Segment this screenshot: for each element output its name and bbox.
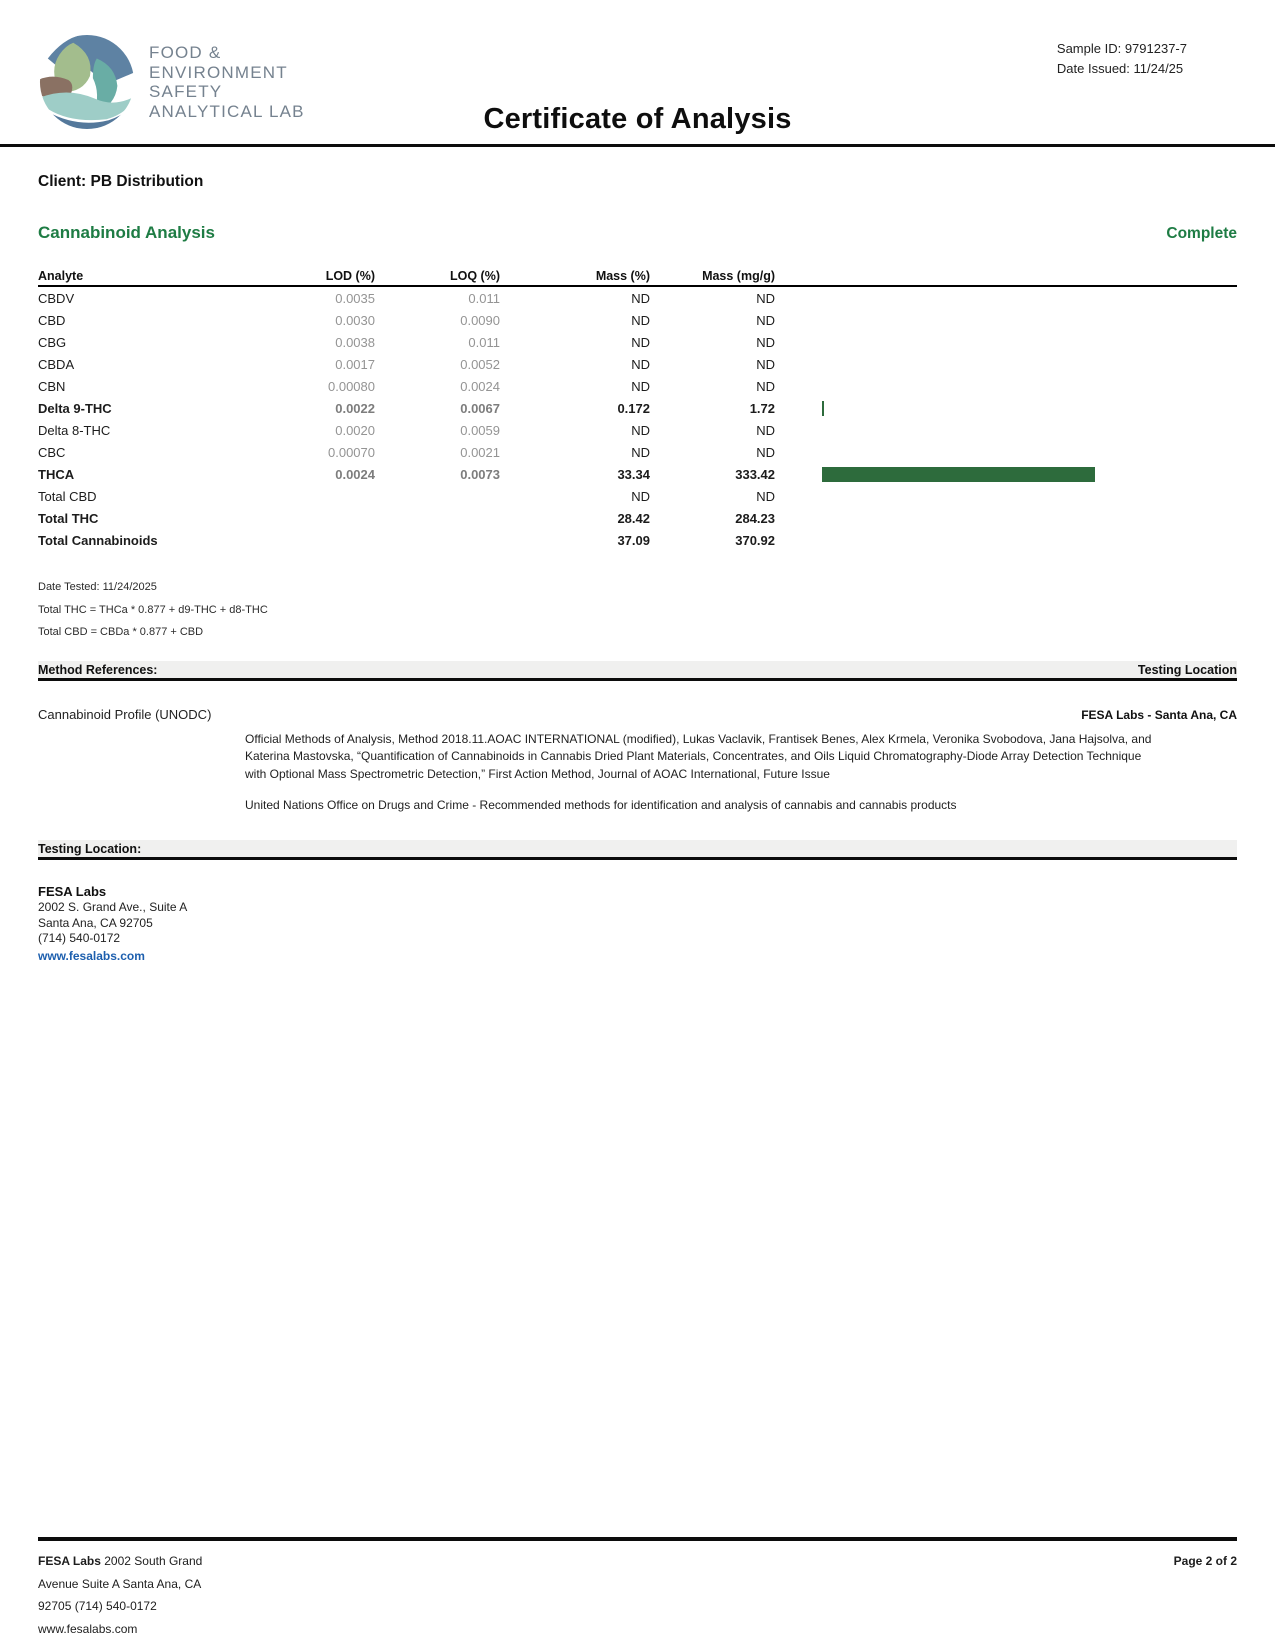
table-cell: 0.00070 <box>328 444 375 460</box>
table-row <box>38 397 1237 419</box>
table-cell: ND <box>756 334 775 350</box>
table-cell: 0.0024 <box>335 466 375 482</box>
bar-cell <box>775 397 1237 419</box>
total-thc-formula: Total THC = THCa * 0.877 + d9-THC + d8-THC <box>38 603 268 616</box>
col-header-loq: LOQ (%) <box>450 269 500 283</box>
table-cell: Total THC <box>38 510 99 526</box>
table-cell: CBN <box>38 378 66 394</box>
table-cell: 1.72 <box>749 400 775 416</box>
table-row <box>38 529 1237 551</box>
table-cell: 0.0020 <box>335 422 375 438</box>
date-tested-note: Date Tested: 11/24/2025 <box>38 581 157 593</box>
table-cell: 0.172 <box>617 400 650 416</box>
table-header-row <box>38 269 1237 287</box>
bar-cell <box>775 463 1237 485</box>
document-title: Certificate of Analysis <box>483 103 792 135</box>
table-row <box>38 419 1237 441</box>
table-cell: 333.42 <box>735 466 775 482</box>
table-cell: ND <box>631 378 650 394</box>
status-badge: Complete <box>1166 225 1237 242</box>
table-cell: 28.42 <box>617 510 650 526</box>
table-cell: Total CBD <box>38 488 97 504</box>
table-cell: CBDA <box>38 356 75 372</box>
testing-location-column-label: Testing Location <box>1137 662 1237 677</box>
table-cell: 0.011 <box>468 290 500 306</box>
table-cell: 0.0035 <box>335 290 375 306</box>
table-cell: 33.34 <box>617 466 650 482</box>
table-row <box>38 353 1237 375</box>
method-row <box>38 707 1237 722</box>
table-row <box>38 441 1237 463</box>
table-cell: 0.0073 <box>460 466 500 482</box>
table-cell: CBG <box>38 334 67 350</box>
section-title: Cannabinoid Analysis <box>38 223 215 242</box>
bar-cell <box>775 353 1237 375</box>
table-cell: CBDV <box>38 290 75 306</box>
table-cell: 0.0022 <box>335 400 375 416</box>
section-header <box>38 223 1237 243</box>
logo-line: FOOD & <box>149 43 222 62</box>
method-reference-paragraph: Official Methods of Analysis, Method 2018.11.AOAC INTERNATIONAL (modified), Lukas Vaclavik, Frantisek Benes, Alex Krmela, Veronika Svobodova, Jana Hajsolva, and Katerina Mastovska, “Quantification of Cannabinoids in Cannabis Dried Plant Materials, Concentrates, and Oils Liquid Chromatography-Diode Array Detection Technique with Optional Mass Spectrometric Detection,” First Action Method, Journal of AOAC International, Future Issue <box>245 732 1152 781</box>
bar-cell <box>775 485 1237 507</box>
date-issued: Date Issued: 11/24/25 <box>1056 60 1184 76</box>
table-cell: 0.0067 <box>460 400 500 416</box>
cannabinoid-table <box>38 269 1237 551</box>
page-number: Page 2 of 2 <box>1173 1554 1237 1568</box>
table-cell: 0.0038 <box>335 334 375 350</box>
method-references-label: Method References: <box>38 662 158 677</box>
table-row <box>38 375 1237 397</box>
table-cell: ND <box>756 290 775 306</box>
sample-id: Sample ID: 9791237-7 <box>1056 41 1187 56</box>
table-cell: CBD <box>38 312 66 328</box>
bar-cell <box>775 309 1237 331</box>
table-cell: 0.0024 <box>460 378 500 394</box>
table-cell: 0.0017 <box>335 356 375 372</box>
method-profile-label: Cannabinoid Profile (UNODC) <box>38 707 212 722</box>
table-cell: Delta 8-THC <box>38 422 111 438</box>
logo-line: SAFETY <box>149 82 223 101</box>
footer-line <box>38 1550 202 1573</box>
table-cell: Total Cannabinoids <box>38 532 158 548</box>
col-header-lod: LOD (%) <box>325 269 375 283</box>
footer-lab-name: FESA Labs <box>38 1554 101 1568</box>
table-cell: 284.23 <box>735 510 775 526</box>
table-cell: ND <box>756 356 775 372</box>
bar-cell <box>775 287 1237 309</box>
table-cell: 0.0030 <box>335 312 375 328</box>
table-cell: THCA <box>38 466 75 482</box>
col-header-mass-pct: Mass (%) <box>595 269 650 283</box>
sample-meta <box>1057 33 1187 78</box>
bar-cell <box>775 419 1237 441</box>
table-row <box>38 287 1237 309</box>
bar-cell <box>775 507 1237 529</box>
table-cell: ND <box>756 312 775 328</box>
lab-phone: (714) 540-0172 <box>38 931 121 946</box>
footer-website: www.fesalabs.com <box>38 1621 138 1636</box>
cannabinoid-table-body <box>38 287 1237 551</box>
table-cell: 0.0090 <box>460 312 500 328</box>
bar-cell <box>775 331 1237 353</box>
table-cell: ND <box>631 356 650 372</box>
table-cell: ND <box>756 422 775 438</box>
table-row <box>38 463 1237 485</box>
analysis-notes <box>38 581 1237 639</box>
table-cell: 0.00080 <box>328 378 375 394</box>
table-cell: ND <box>631 290 650 306</box>
total-cbd-formula: Total CBD = CBDa * 0.877 + CBD <box>38 626 204 638</box>
lab-address-line: Santa Ana, CA 92705 <box>38 915 153 930</box>
testing-location-label: Testing Location: <box>38 841 142 856</box>
footer-line: 92705 (714) 540-0172 <box>38 1599 157 1613</box>
bar-cell <box>775 441 1237 463</box>
footer-address-part: 2002 South Grand <box>100 1554 203 1568</box>
footer-address-block <box>38 1550 202 1640</box>
table-cell: 0.0052 <box>460 356 500 372</box>
table-cell: ND <box>631 488 650 504</box>
table-cell: ND <box>631 312 650 328</box>
table-cell: 370.92 <box>735 532 775 548</box>
col-header-analyte: Analyte <box>38 269 84 283</box>
table-row <box>38 485 1237 507</box>
table-cell: ND <box>756 488 775 504</box>
col-header-mass-mgg: Mass (mg/g) <box>702 269 775 283</box>
method-reference-paragraph: United Nations Office on Drugs and Crime - Recommended methods for identification and analysis of cannabis and cannabis products <box>245 797 957 812</box>
table-cell: 0.0021 <box>460 444 500 460</box>
table-cell: ND <box>756 444 775 460</box>
table-cell: CBC <box>38 444 66 460</box>
method-location-value: FESA Labs - Santa Ana, CA <box>1081 708 1237 722</box>
footer-line: Avenue Suite A Santa Ana, CA <box>38 1576 202 1591</box>
mass-bar <box>822 401 824 416</box>
table-cell: 0.011 <box>468 334 500 350</box>
lab-website-link[interactable]: www.fesalabs.com <box>38 948 145 963</box>
table-cell: Delta 9-THC <box>38 400 112 416</box>
table-cell: ND <box>631 422 650 438</box>
table-cell: ND <box>756 378 775 394</box>
document-header <box>0 0 1275 147</box>
table-cell: ND <box>631 444 650 460</box>
table-row <box>38 507 1237 529</box>
lab-address-line: 2002 S. Grand Ave., Suite A <box>38 900 188 915</box>
table-cell: ND <box>631 334 650 350</box>
table-cell: 0.0059 <box>460 422 500 438</box>
table-row <box>38 309 1237 331</box>
testing-location-band <box>38 840 1237 860</box>
method-references-band <box>38 661 1237 681</box>
table-cell: 37.09 <box>617 532 650 548</box>
client-line: Client: PB Distribution <box>38 173 204 190</box>
mass-bar <box>822 467 1095 482</box>
logo-line: ENVIRONMENT <box>149 62 288 82</box>
table-row <box>38 331 1237 353</box>
bar-cell <box>775 375 1237 397</box>
logo-line: ANALYTICAL LAB <box>149 101 305 121</box>
lab-name: FESA Labs <box>38 884 107 900</box>
bar-cell <box>775 529 1237 551</box>
page-footer <box>38 1537 1237 1640</box>
